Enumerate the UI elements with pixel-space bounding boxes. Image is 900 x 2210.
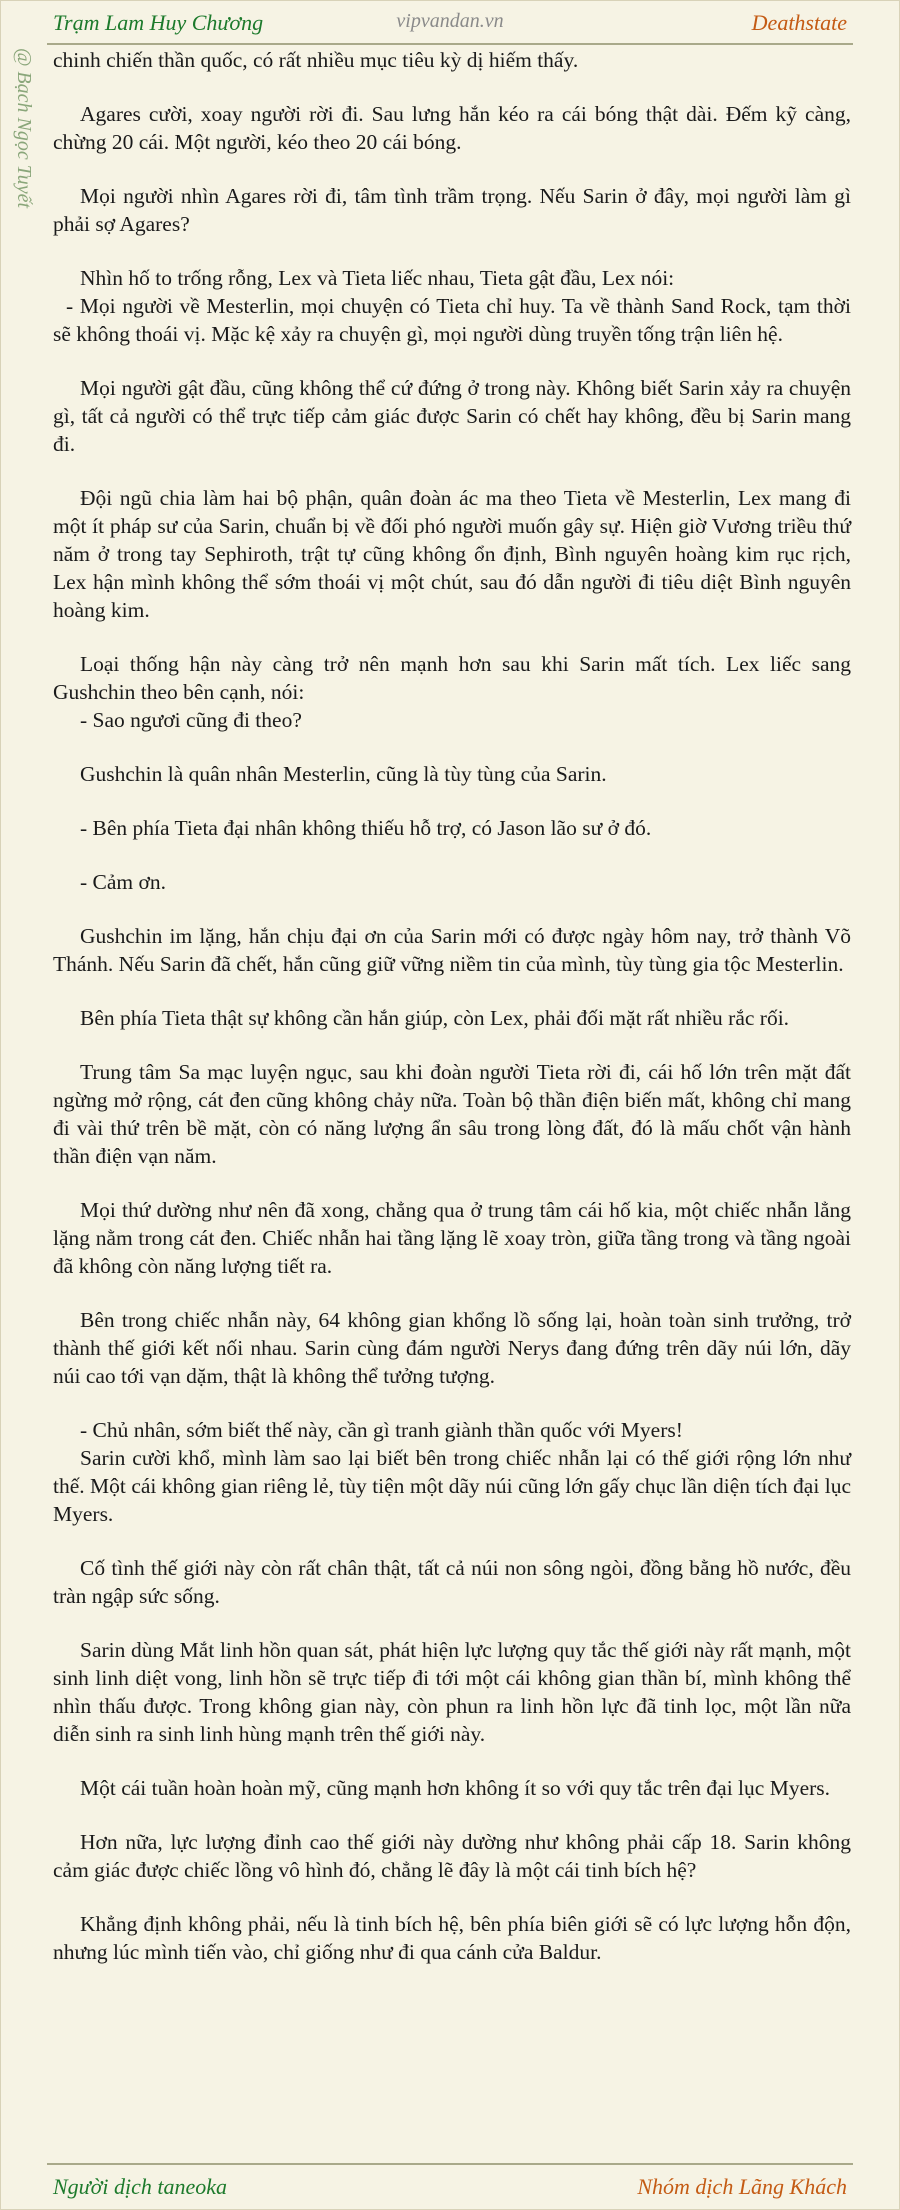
paragraph: Trung tâm Sa mạc luyện ngục, sau khi đoàn người Tieta rời đi, cái hố lớn trên mặt đất ngừng mở rộng, cát đen cũng không chảy nữa. Toàn bộ thần điện biến mất, không chỉ mang đi vài thứ trên bề mặt, còn có năng lượng ẩn sâu trong lòng đất, đó là mấu chốt vận hành thần điện vạn năm. (53, 1060, 851, 1168)
paragraph: chinh chiến thần quốc, có rất nhiều mục tiêu kỳ dị hiếm thấy. (53, 48, 579, 72)
paragraph: Một cái tuần hoàn hoàn mỹ, cũng mạnh hơn không ít so với quy tắc trên đại lục Myers. (80, 1776, 831, 1800)
dialogue-line: - Chủ nhân, sớm biết thế này, cần gì tranh giành thần quốc với Myers! (80, 1418, 683, 1442)
paragraph: Mọi người gật đầu, cũng không thể cứ đứng ở trong này. Không biết Sarin xảy ra chuyện gì, tất cả người có thể trực tiếp cảm giác được Sarin có chết hay không, đều bị Sarin mang đi. (53, 376, 851, 456)
paragraph: Khẳng định không phải, nếu là tinh bích hệ, bên phía biên giới sẽ có lực lượng hỗn độn, nhưng lúc mình tiến vào, chỉ giống như đi qua cánh cửa Baldur. (53, 1912, 851, 1964)
paragraph: Nhìn hố to trống rỗng, Lex và Tieta liếc nhau, Tieta gật đầu, Lex nói: (80, 266, 675, 290)
header-book-title: Deathstate (751, 10, 847, 35)
paragraph: Cố tình thế giới này còn rất chân thật, tất cả núi non sông ngòi, đồng bằng hồ nước, đều tràn ngập sức sống. (53, 1556, 851, 1608)
paragraph: Sarin dùng Mắt linh hồn quan sát, phát hiện lực lượng quy tắc thế giới này rất mạnh, một sinh linh diệt vong, linh hồn sẽ trực tiếp đi tới một cái không gian thần bí, mình không thể nhìn thấu được. Trong không gian này, còn phun ra linh hồn lực đã tinh lọc, một lần nữa diễn sinh ra sinh linh hùng mạnh trên thế giới này. (53, 1638, 851, 1746)
dialogue-line: - Mọi người về Mesterlin, mọi chuyện có Tieta chỉ huy. Ta về thành Sand Rock, tạm thời sẽ không thoái vị. Mặc kệ xảy ra chuyện gì, mọi người dùng truyền tống trận liên hệ. (53, 294, 851, 346)
paragraph: Bên trong chiếc nhẫn này, 64 không gian khổng lồ sống lại, hoàn toàn sinh trưởng, trở thành thế giới kết nối nhau. Sarin cùng đám người Nerys đang đứng trên dãy núi lớn, dãy núi cao tới vạn dặm, thật là không thể tưởng tượng. (53, 1308, 851, 1388)
paragraph: Loại thống hận này càng trở nên mạnh hơn sau khi Sarin mất tích. Lex liếc sang Gushchin theo bên cạnh, nói: (53, 652, 851, 704)
header-divider (47, 43, 853, 45)
paragraph: Đội ngũ chia làm hai bộ phận, quân đoàn ác ma theo Tieta về Mesterlin, Lex mang đi một ít pháp sư của Sarin, chuẩn bị về đối phó người muốn gây sự. Hiện giờ Vương triều thứ năm ở trong tay Sephiroth, trật tự cũng không ổn định, Bình nguyên hoàng kim rục rịch, Lex hận mình không thể sớm thoái vị một chút, sau đó dẫn người đi tiêu diệt Bình nguyên hoàng kim. (53, 486, 851, 622)
page-header (0, 0, 900, 44)
dialogue-line: - Cảm ơn. (80, 870, 167, 894)
chapter-text (53, 46, 851, 1992)
paragraph: Gushchin im lặng, hắn chịu đại ơn của Sarin mới có được ngày hôm nay, trở thành Võ Thánh. Nếu Sarin đã chết, hắn cũng giữ vững niềm tin của mình, tùy tùng gia tộc Mesterlin. (53, 924, 851, 976)
side-watermark-label: @ Bạch Ngọc Tuyết (13, 48, 35, 209)
paragraph: Mọi người nhìn Agares rời đi, tâm tình trầm trọng. Nếu Sarin ở đây, mọi người làm gì phải sợ Agares? (53, 184, 851, 236)
paragraph: Bên phía Tieta thật sự không cần hắn giúp, còn Lex, phải đối mặt rất nhiều rắc rối. (80, 1006, 790, 1030)
paragraph: Agares cười, xoay người rời đi. Sau lưng hắn kéo ra cái bóng thật dài. Đếm kỹ càng, chừng 20 cái. Một người, kéo theo 20 cái bóng. (53, 102, 851, 154)
page-footer (0, 2170, 900, 2206)
footer-translator: Người dịch taneoka (53, 2174, 228, 2199)
footer-divider (47, 2163, 853, 2165)
paragraph: Sarin cười khổ, mình làm sao lại biết bên trong chiếc nhẫn lại có thế giới rộng lớn như thế. Một cái không gian riêng lẻ, tùy tiện một dãy núi cũng lớn gấy chục lần diện tích đại lục Myers. (53, 1446, 851, 1526)
paragraph: Hơn nữa, lực lượng đỉnh cao thế giới này dường như không phải cấp 18. Sarin không cảm giác được chiếc lồng vô hình đó, chẳng lẽ đây là một cái tinh bích hệ? (53, 1830, 851, 1882)
paragraph: Gushchin là quân nhân Mesterlin, cũng là tùy tùng của Sarin. (80, 762, 607, 786)
header-site-name: Trạm Lam Huy Chương (53, 10, 264, 35)
header-site-url[interactable]: vipvandan.vn (396, 10, 504, 32)
dialogue-line: - Bên phía Tieta đại nhân không thiếu hỗ trợ, có Jason lão sư ở đó. (80, 816, 652, 840)
dialogue-line: - Sao ngươi cũng đi theo? (80, 708, 302, 732)
footer-translation-group: Nhóm dịch Lãng Khách (637, 2174, 847, 2199)
paragraph: Mọi thứ dường như nên đã xong, chẳng qua ở trung tâm cái hố kia, một chiếc nhẫn lẳng lặng nằm trong cát đen. Chiếc nhẫn hai tầng lặng lẽ xoay tròn, giữa tầng trong và tầng ngoài đã không còn năng lượng tiết ra. (53, 1198, 851, 1278)
